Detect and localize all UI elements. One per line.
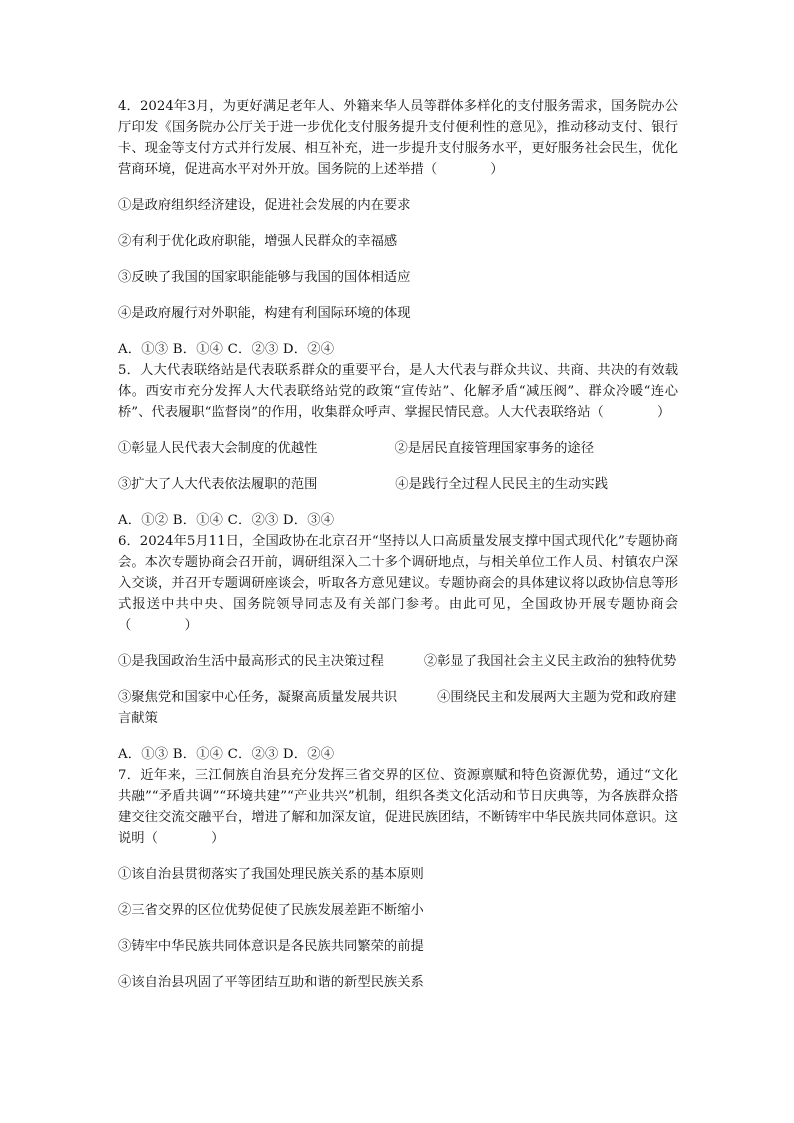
question-7-option-2: ②三省交界的区位优势促使了民族发展差距不断缩小 — [118, 903, 424, 918]
question-5-option-row-2 — [118, 474, 678, 495]
question-5-option-2: ②是居民直接管理国家事务的途径 — [394, 441, 594, 456]
question-7-option-3: ③铸牢中华民族共同体意识是各民族共同繁荣的前提 — [118, 939, 424, 954]
question-5-stem: 5．人大代表联络站是代表联系群众的重要平台，是人大代表与群众共议、共商、共决的有效载体。西安市充分发挥人大代表联络站党的政策“宣传站”、化解矛盾“减压阀”、群众冷暖“连心桥”、代表履职“监督岗”的作用，收集群众呼声、掌握民情民意。人大代表联络站（ ） — [118, 363, 678, 420]
question-4-stem: 4．2024年3月，为更好满足老年人、外籍来华人员等群体多样化的支付服务需求，国务院办公厅印发《国务院办公厅关于进一步优化支付服务提升支付便利性的意见》，推动移动支付、银行卡、现金等支付方式并行发展、相互补充，进一步提升支付服务水平，更好服务社会民生，优化营商环境，促进高水平对外开放。国务院的上述举措（ ） — [118, 99, 678, 177]
question-7-option-1: ①该自治县贯彻落实了我国处理民族关系的基本原则 — [118, 867, 424, 882]
exam-page — [118, 96, 678, 993]
question-4-option-4: ④是政府履行对外职能，构建有利国际环境的体现 — [118, 306, 411, 321]
question-6-option-row-2: ③聚焦党和国家中心任务，凝聚高质量发展共识 ④围绕民主和发展两大主题为党和政府建言献策 — [118, 690, 677, 726]
question-7-option-4: ④该自治县巩固了平等团结互助和谐的新型民族关系 — [118, 975, 424, 990]
question-5-option-3: ③扩大了人大代表依法履职的范围 — [118, 477, 318, 492]
question-4-option-3: ③反映了我国的国家职能能够与我国的国体相适应 — [118, 270, 411, 285]
question-6-stem: 6．2024年5月11日，全国政协在北京召开“坚持以人口高质量发展支撑中国式现代化”专题协商会。本次专题协商会召开前，调研组深入二十多个调研地点，与相关单位工作人员、村镇农户深入交谈，并召开专题调研座谈会，听取各方意见建议。专题协商会的具体建议将以政协信息等形式报送中共中央、国务院领导同志及有关部门参考。由此可见，全国政协开展专题协商会（ ） — [118, 534, 678, 633]
question-4-option-1: ①是政府组织经济建设，促进社会发展的内在要求 — [118, 198, 411, 213]
question-5-option-row-1 — [118, 438, 678, 459]
question-6-answers: A．①③ B．①④ C．②③ D．②④ — [118, 747, 335, 762]
question-5-answers: A．①② B．①④ C．②③ D．③④ — [118, 513, 335, 528]
question-5-option-1: ①彰显人民代表大会制度的优越性 — [118, 441, 318, 456]
question-4-answers: A．①③ B．①④ C．②③ D．②④ — [118, 342, 335, 357]
question-5-option-4: ④是践行全过程人民民主的生动实践 — [395, 477, 608, 492]
question-6-option-row-1: ①是我国政治生活中最高形式的民主决策过程 ②彰显了我国社会主义民主政治的独特优势 — [118, 654, 677, 669]
question-7-stem: 7．近年来，三江侗族自治县充分发挥三省交界的区位、资源禀赋和特色资源优势，通过“文化共融”“矛盾共调”“环境共建”“产业共兴”机制，组织各类文化活动和节日庆典等，为各族群众搭建交往交流交融平台，增进了解和加深友谊，促进民族团结，不断铸牢中华民族共同体意识。这说明（ ） — [118, 768, 678, 846]
question-4-option-2: ②有利于优化政府职能，增强人民群众的幸福感 — [118, 234, 398, 249]
